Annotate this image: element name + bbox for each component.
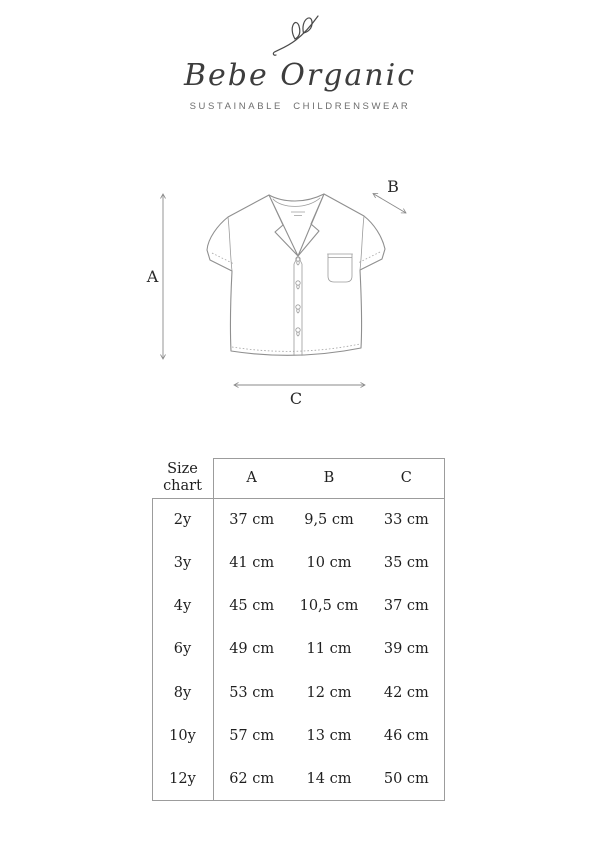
branch-leaves-icon bbox=[268, 12, 332, 58]
cell-a: 62 cm bbox=[229, 771, 275, 788]
cell-a: 49 cm bbox=[229, 641, 275, 658]
table-column-divider bbox=[213, 458, 214, 801]
measure-label-c: C bbox=[289, 389, 303, 408]
row-size-label: 2y bbox=[173, 511, 192, 528]
cell-b: 9,5 cm bbox=[304, 511, 354, 528]
cell-a: 41 cm bbox=[229, 554, 275, 571]
cell-c: 39 cm bbox=[383, 641, 429, 658]
cell-a: 37 cm bbox=[229, 511, 275, 528]
cell-c: 37 cm bbox=[383, 598, 429, 615]
cell-c: 46 cm bbox=[383, 728, 429, 745]
row-size-label: 10y bbox=[169, 728, 196, 745]
column-header-a: A bbox=[246, 470, 257, 486]
table-border-left bbox=[152, 498, 153, 801]
cell-c: 42 cm bbox=[383, 684, 429, 701]
cell-b: 10 cm bbox=[306, 554, 352, 571]
measure-label-b: B bbox=[387, 177, 399, 196]
column-header-c: C bbox=[400, 470, 412, 486]
cell-c: 50 cm bbox=[383, 771, 429, 788]
column-header-b: B bbox=[323, 470, 335, 486]
cell-b: 11 cm bbox=[306, 641, 352, 658]
row-size-label: 4y bbox=[173, 598, 192, 615]
brand-tagline: SUSTAINABLE CHILDRENSWEAR bbox=[189, 101, 411, 112]
table-corner-title: Size chart bbox=[163, 461, 202, 494]
row-size-label: 3y bbox=[173, 554, 192, 571]
measure-label-a: A bbox=[146, 267, 159, 286]
cell-b: 10,5 cm bbox=[299, 598, 359, 615]
cell-c: 35 cm bbox=[383, 554, 429, 571]
measure-arrow-b bbox=[373, 194, 406, 214]
cell-a: 53 cm bbox=[229, 684, 275, 701]
cell-b: 13 cm bbox=[306, 728, 352, 745]
table-border-right bbox=[444, 458, 445, 801]
cell-a: 45 cm bbox=[229, 598, 275, 615]
size-chart-table bbox=[152, 458, 445, 801]
shirt-measurement-diagram bbox=[130, 170, 470, 420]
table-header-rule bbox=[152, 498, 445, 499]
row-size-label: 6y bbox=[173, 641, 192, 658]
row-size-label: 8y bbox=[173, 684, 192, 701]
cell-b: 14 cm bbox=[306, 771, 352, 788]
cell-c: 33 cm bbox=[383, 511, 429, 528]
cell-b: 12 cm bbox=[306, 684, 352, 701]
table-border-top bbox=[213, 458, 445, 459]
table-border-bottom bbox=[152, 800, 445, 801]
shirt-sketch bbox=[207, 194, 385, 356]
cell-a: 57 cm bbox=[229, 728, 275, 745]
brand-logo-text: Bebe Organic bbox=[183, 58, 417, 93]
row-size-label: 12y bbox=[169, 771, 196, 788]
